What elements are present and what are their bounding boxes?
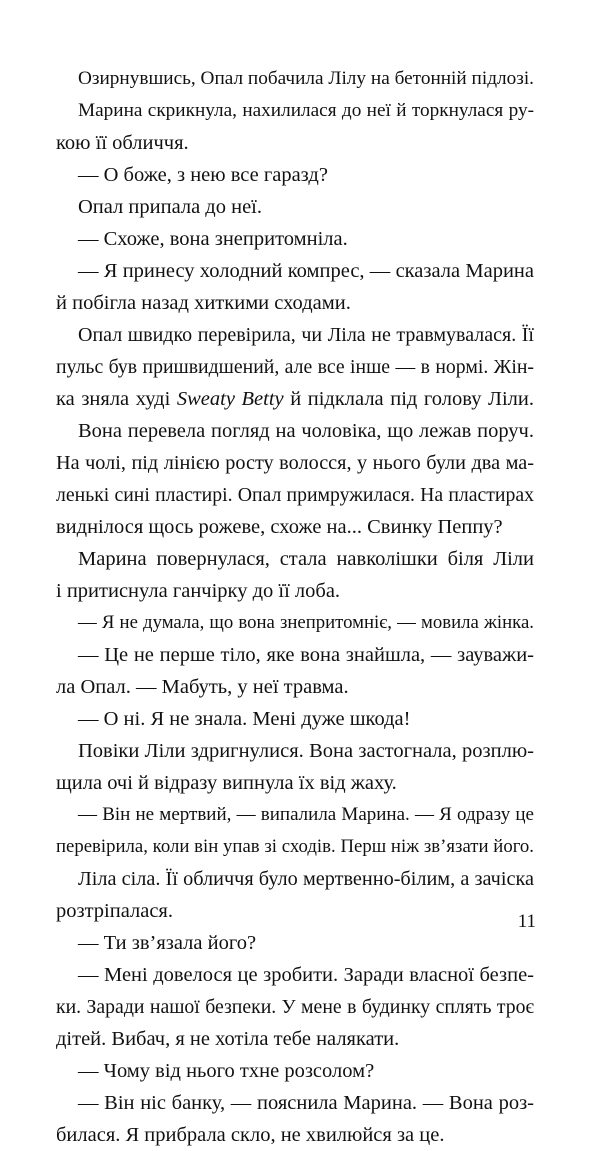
text-line: Озирнувшись, Опал побачила Лілу на бетонній підлозі.: [78, 68, 534, 89]
text-line: пульс був пришвидшений, але все інше — в нормі. Жін-: [56, 356, 534, 378]
text-line: Марина повернулася, стала навколішки біля Ліли: [78, 548, 534, 570]
text-line: — Він ніс банку, — пояснила Марина. — Вона роз-: [78, 1092, 534, 1114]
text-line: ки. Заради нашої безпеки. У мене в будинку сплять троє: [56, 996, 534, 1018]
text-line: Опал швидко перевірила, чи Ліла не травмувалася. Її: [78, 324, 534, 346]
text-line: — О боже, з нею все гаразд?: [78, 164, 328, 186]
text-line: — Він не мертвий, — випалила Марина. — Я одразу це: [78, 804, 534, 825]
text-line: Вона перевела погляд на чоловіка, що лежав поруч.: [78, 420, 534, 442]
text-line: — Чому від нього тхне розсолом?: [78, 1060, 375, 1082]
text-line: — Схоже, вона знепритомніла.: [78, 228, 348, 250]
text-line: — Це не перше тіло, яке вона знайшла, — зауважи-: [78, 644, 534, 666]
italic-brand-name: Sweaty Betty: [176, 388, 284, 410]
text-line: — Ти зв’язала його?: [78, 932, 257, 954]
text-line: — Мені довелося це зробити. Заради власної безпе-: [78, 964, 534, 986]
text-line: кою її обличчя.: [56, 132, 189, 154]
body-text: [56, 63, 534, 1151]
text-line: Марина скрикнула, нахилилася до неї й торкнулася ру-: [78, 100, 534, 121]
text-line: дітей. Вибач, я не хотіла тебе налякати.: [56, 1028, 400, 1050]
text-line: виднілося щось рожеве, схоже на... Свинку Пеппу?: [56, 516, 503, 538]
text-line: Ліла сіла. Її обличчя було мертвенно-білим, а зачіска: [78, 868, 534, 890]
text-line: билася. Я прибрала скло, не хвилюйся за це.: [56, 1124, 445, 1146]
text-line: На чолі, під лінією росту волосся, у нього були два ма-: [56, 452, 534, 474]
text-line: ка зняла худі Sweaty Betty й підклала під голову Ліли.: [56, 388, 534, 410]
text-line: — Я принесу холодний компрес, — сказала Марина: [78, 260, 534, 282]
text-line: ла Опал. — Мабуть, у неї травма.: [56, 676, 349, 698]
text-line: Опал припала до неї.: [78, 196, 262, 218]
text-line: й побігла назад хиткими сходами.: [56, 292, 351, 314]
text-line: і притиснула ганчірку до її лоба.: [56, 580, 341, 602]
text-line: Повіки Ліли здригнулися. Вона застогнала, розплю-: [78, 740, 534, 762]
text-line: щила очі й відразу випнула їх від жаху.: [56, 772, 397, 794]
text-line: — Я не думала, що вона знепритомніє, — мовила жінка.: [78, 612, 534, 633]
page-number: 11: [517, 911, 536, 932]
text-line: ленькі сині пластирі. Опал примружилася. На пластирах: [56, 484, 534, 506]
text-line: — О ні. Я не знала. Мені дуже шкода!: [78, 708, 411, 730]
text-line: розтріпалася.: [56, 900, 173, 922]
text-line: перевірила, коли він упав зі сходів. Перш ніж зв’язати його.: [56, 836, 534, 857]
